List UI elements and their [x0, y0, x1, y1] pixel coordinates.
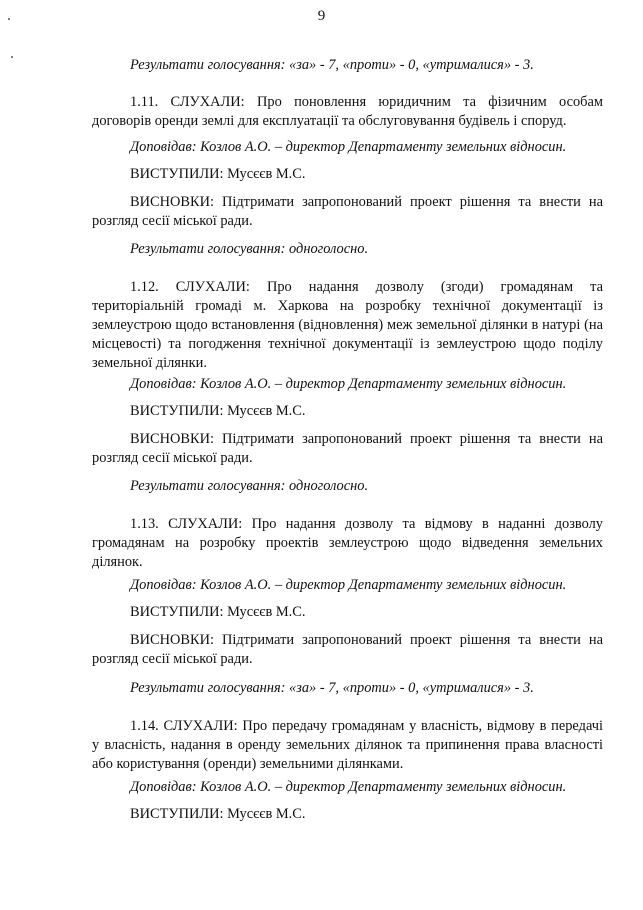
spoke-line: ВИСТУПИЛИ: Мусєєв М.С. [130, 806, 306, 822]
heard-item-1-12: 1.12. СЛУХАЛИ: Про надання дозволу (згоди) громадянам та територіальній громаді м. Харкова на розробку технічної документації із землеустрою щодо встановлення (відновлення) меж земельної ділянки в натурі (на місцевості) та погодження технічної документації із землеустрою щодо поділу земельної ділянки. [92, 279, 603, 371]
conclusion-paragraph: ВИСНОВКИ: Підтримати запропонований проект рішення та внести на розгляд сесії міської ради. [92, 194, 603, 229]
spoke-line: ВИСТУПИЛИ: Мусєєв М.С. [130, 403, 306, 419]
heard-item-1-11: 1.11. СЛУХАЛИ: Про поновлення юридичним та фізичним особам договорів оренди землі для експлуатації та обслуговування будівель і споруд. [92, 94, 603, 129]
reporter-line: Доповідав: Козлов А.О. – директор Департаменту земельних відносин. [130, 577, 567, 593]
vote-result: Результати голосування: одноголосно. [130, 241, 369, 257]
reporter-line: Доповідав: Козлов А.О. – директор Департаменту земельних відносин. [130, 139, 567, 155]
spoke-line: ВИСТУПИЛИ: Мусєєв М.С. [130, 604, 306, 620]
scan-speck [8, 18, 10, 20]
spoke-line: ВИСТУПИЛИ: Мусєєв М.С. [130, 166, 306, 182]
scan-speck [11, 56, 13, 58]
reporter-line: Доповідав: Козлов А.О. – директор Департаменту земельних відносин. [130, 376, 567, 392]
reporter-line: Доповідав: Козлов А.О. – директор Департаменту земельних відносин. [130, 779, 567, 795]
vote-result: Результати голосування: «за» - 7, «проти» - 0, «утрималися» - 3. [130, 680, 534, 696]
conclusion-paragraph: ВИСНОВКИ: Підтримати запропонований проект рішення та внести на розгляд сесії міської ради. [92, 431, 603, 466]
heard-item-1-13: 1.13. СЛУХАЛИ: Про надання дозволу та відмову в наданні дозволу громадянам на розробку проектів землеустрою щодо відведення земельних ділянок. [92, 516, 603, 570]
page-number: 9 [317, 8, 326, 24]
heard-item-1-14: 1.14. СЛУХАЛИ: Про передачу громадянам у власність, відмову в передачі у власність, надання в оренду земельних ділянок та припинення права власності або користування (оренди) земельними ділянками. [92, 718, 603, 772]
vote-result: Результати голосування: «за» - 7, «проти» - 0, «утрималися» - 3. [130, 57, 534, 73]
vote-result: Результати голосування: одноголосно. [130, 478, 369, 494]
conclusion-paragraph: ВИСНОВКИ: Підтримати запропонований проект рішення та внести на розгляд сесії міської ради. [92, 632, 603, 667]
